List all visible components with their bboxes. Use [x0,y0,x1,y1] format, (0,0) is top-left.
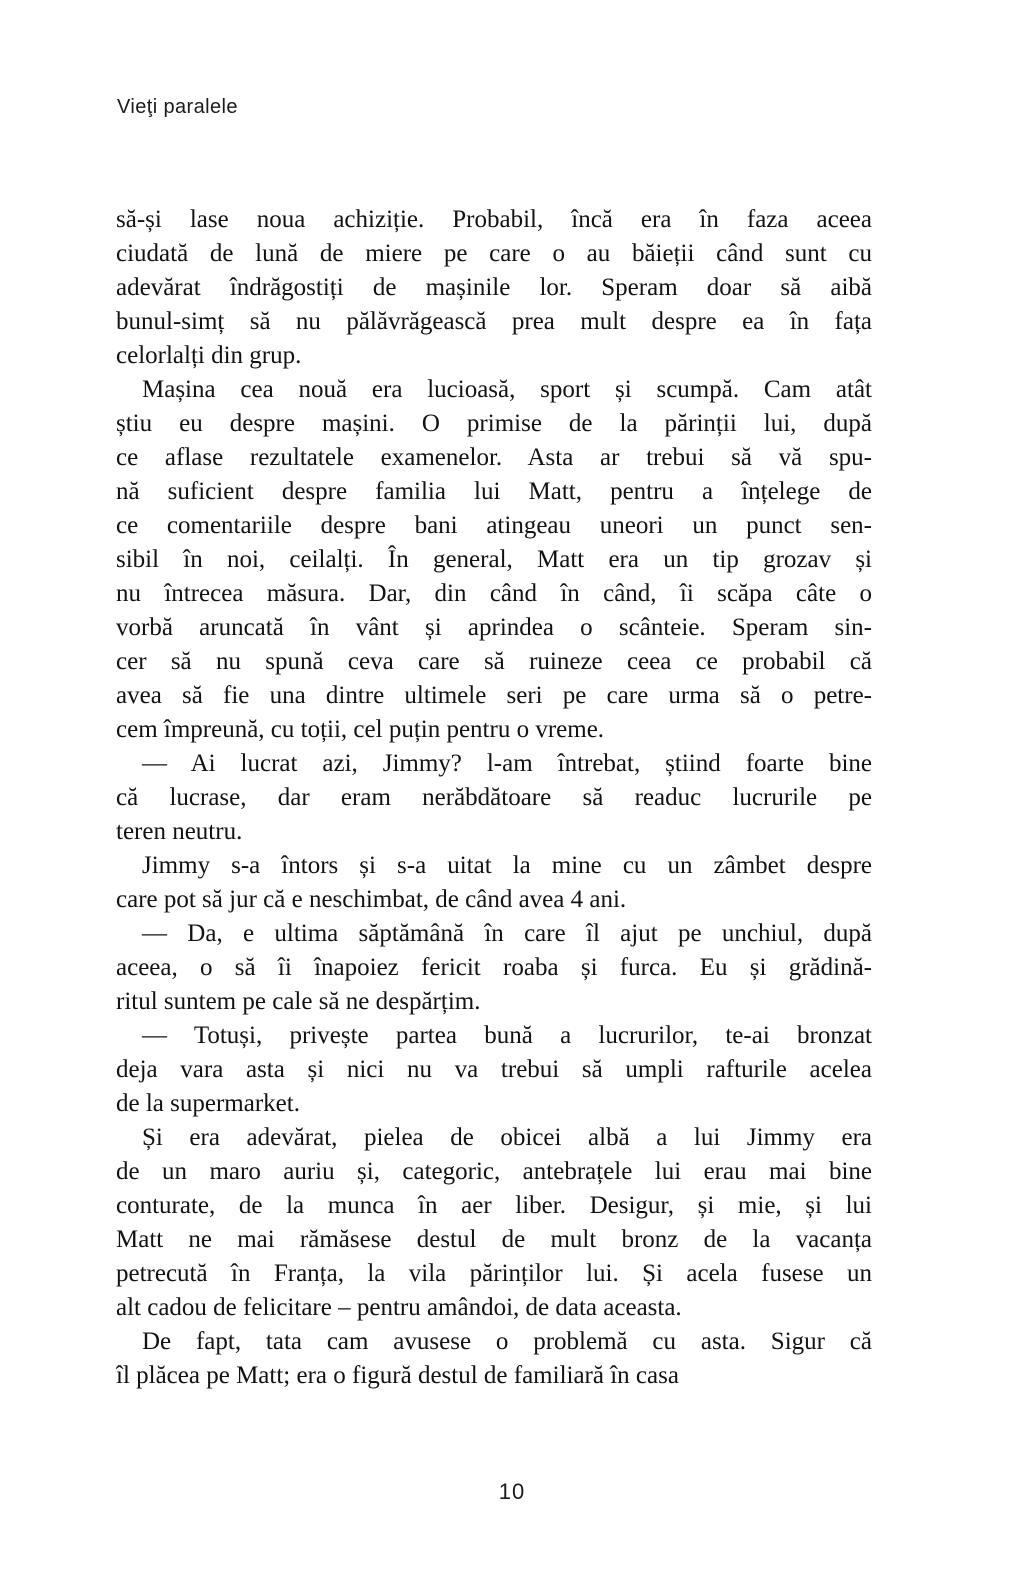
text-line: avea să fie una dintre ultimele seri pe care urma să o petre- [116,682,872,709]
text-line: — Totuși, privește partea bună a lucrurilor, te-ai bronzat [142,1022,872,1049]
text-line: de la supermarket. [116,1090,300,1117]
text-line: Jimmy s-a întors și s-a uitat la mine cu un zâmbet despre [142,852,872,879]
text-line: sibil în noi, ceilalți. În general, Matt era un tip grozav și [116,546,872,573]
text-line: aceea, o să îi înapoiez fericit roaba și furca. Eu și grădină- [116,954,872,981]
text-line: Și era adevărat, pielea de obicei albă a lui Jimmy era [142,1124,872,1151]
text-line: ciudată de lună de miere pe care o au băieții când sunt cu [116,240,872,267]
text-line: teren neutru. [116,818,243,845]
text-line: cer să nu spună ceva care să ruineze ceea ce probabil că [116,648,872,675]
text-line: ritul suntem pe cale să ne despărțim. [116,988,481,1015]
text-line: că lucrase, dar eram nerăbdătoare să readuc lucrurile pe [116,784,872,811]
text-line: nă suficient despre familia lui Matt, pentru a înțelege de [116,478,872,505]
text-line: — Da, e ultima săptămână în care îl ajut pe unchiul, după [142,920,872,947]
text-line: ce aflase rezultatele examenelor. Asta ar trebui să vă spu- [116,444,872,471]
text-line: vorbă aruncată în vânt și aprindea o scânteie. Speram sin- [116,614,872,641]
running-header: Vieţi paralele [117,96,238,118]
text-line: petrecută în Franța, la vila părinților lui. Și acela fusese un [116,1260,872,1287]
text-line: nu întrecea măsura. Dar, din când în când, îi scăpa câte o [116,580,872,607]
text-line: deja vara asta și nici nu va trebui să umpli rafturile acelea [116,1056,872,1083]
text-line: de un maro auriu și, categoric, antebrațele lui erau mai bine [116,1158,872,1185]
text-line: Matt ne mai rămăsese destul de mult bronz de la vacanța [116,1226,872,1253]
text-line: — Ai lucrat azi, Jimmy? l-am întrebat, știind foarte bine [142,750,872,777]
text-line: cem împreună, cu toții, cel puțin pentru o vreme. [116,716,605,743]
text-line: adevărat îndrăgostiți de mașinile lor. Speram doar să aibă [116,274,872,301]
text-line: ce comentariile despre bani atingeau uneori un punct sen- [116,512,872,539]
text-line: bunul-simț să nu pălăvrăgească prea mult despre ea în fața [116,308,872,335]
body-text [116,203,872,1393]
text-line: care pot să jur că e neschimbat, de când avea 4 ani. [116,886,627,913]
text-line: îl plăcea pe Matt; era o figură destul de familiară în casa [116,1362,679,1389]
text-line: celorlalți din grup. [116,342,302,369]
text-line: știu eu despre mașini. O primise de la părinții lui, după [116,410,872,437]
text-line: conturate, de la munca în aer liber. Desigur, și mie, și lui [116,1192,872,1219]
text-line: alt cadou de felicitare – pentru amândoi, de data aceasta. [116,1294,682,1321]
text-line: Mașina cea nouă era lucioasă, sport și scumpă. Cam atât [142,376,872,403]
page-number: 10 [498,1479,526,1504]
text-line: De fapt, tata cam avusese o problemă cu asta. Sigur că [142,1328,872,1355]
text-line: să-și lase noua achiziție. Probabil, încă era în faza aceea [116,206,872,233]
